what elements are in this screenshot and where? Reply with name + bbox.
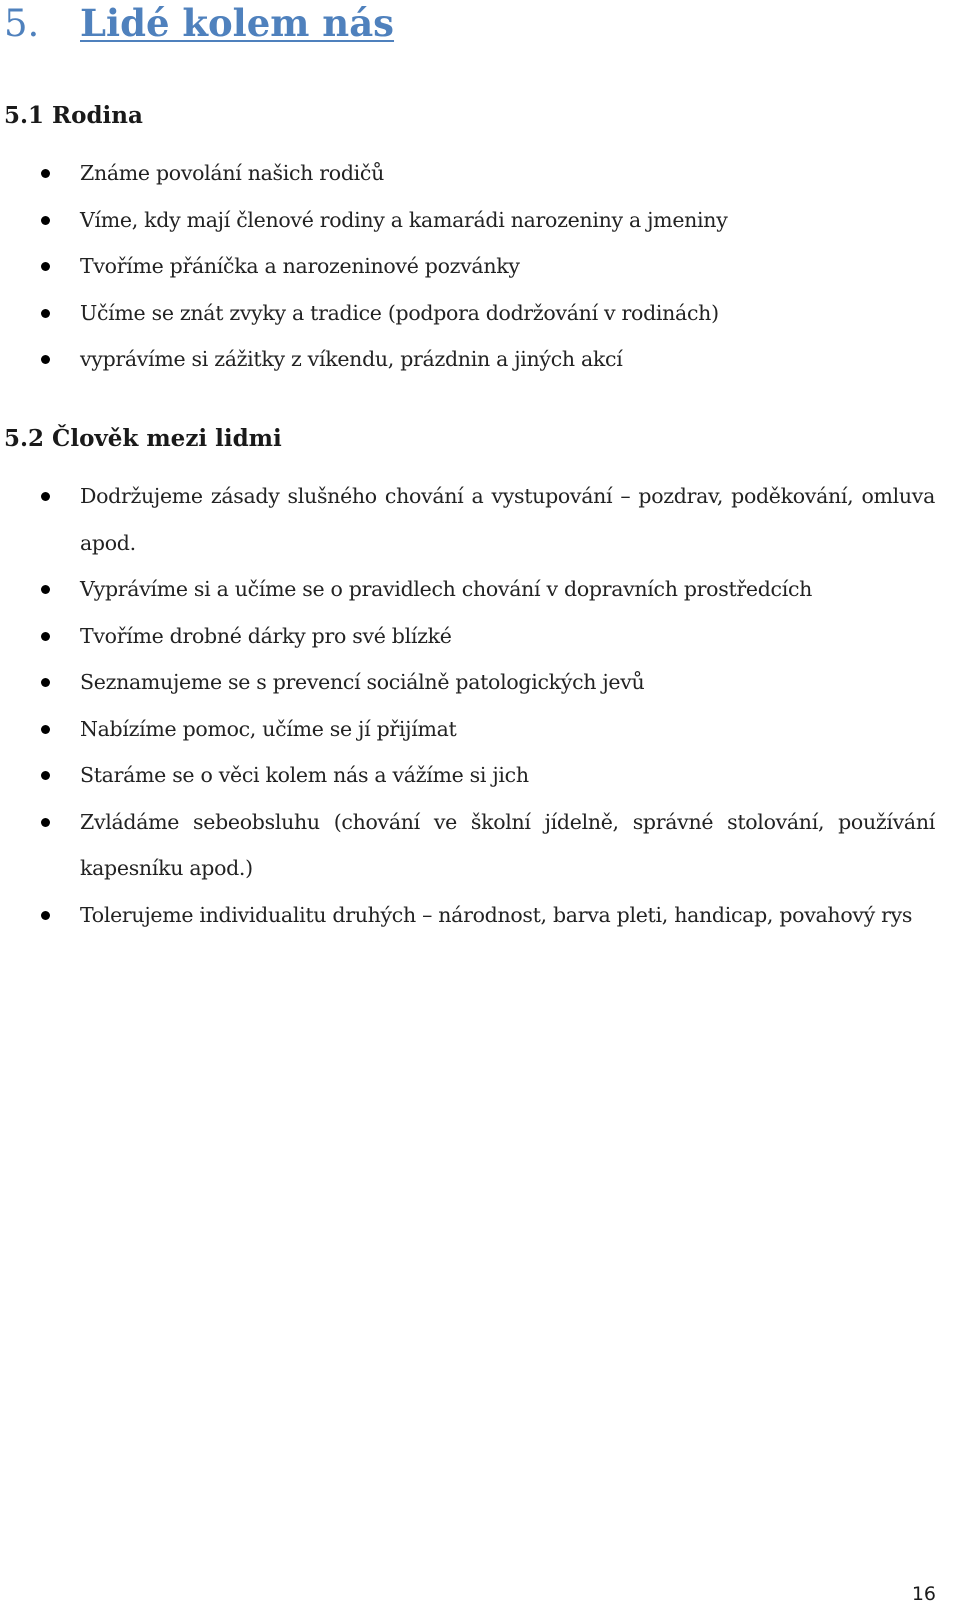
- list-item-text: Tolerujeme individualitu druhých – národnost, barva pleti, handicap, povahový rys: [80, 902, 913, 927]
- bullet-icon: [41, 355, 50, 364]
- list-item-text: Staráme se o věci kolem nás a vážíme si jich: [80, 763, 529, 787]
- bullet-icon: [41, 216, 50, 225]
- bullet-list: [0, 150, 960, 383]
- section-heading: 5.2 Člověk mezi lidmi: [4, 425, 282, 452]
- list-item: [80, 892, 935, 939]
- bullet-icon: [41, 911, 50, 920]
- bullet-icon: [41, 725, 50, 734]
- list-item: [80, 197, 935, 244]
- bullet-icon: [41, 262, 50, 271]
- list-item-text: Víme, kdy mají členové rodiny a kamarádi narozeniny a jmeniny: [80, 207, 728, 232]
- list-item-text: Nabízíme pomoc, učíme se jí přijímat: [80, 716, 457, 741]
- bullet-icon: [41, 169, 50, 178]
- list-item-text: Seznamujeme se s prevencí sociálně patologických jevů: [80, 670, 645, 694]
- list-item: [80, 706, 935, 753]
- section-rodina: [0, 101, 960, 383]
- list-item: [80, 752, 935, 799]
- bullet-icon: [41, 632, 50, 641]
- bullet-icon: [41, 818, 50, 827]
- bullet-icon: [41, 309, 50, 318]
- page-number: 16: [911, 1583, 936, 1605]
- list-item-text: Známe povolání našich rodičů: [80, 161, 385, 185]
- bullet-icon: [41, 492, 50, 501]
- list-item-text: Vyprávíme si a učíme se o pravidlech chování v dopravních prostředcích: [80, 577, 813, 601]
- list-item: [80, 566, 935, 613]
- list-item: [80, 473, 935, 566]
- list-item-text: Dodržujeme zásady slušného chování a vystupování – pozdrav, poděkování, omluva apod.: [80, 484, 935, 555]
- chapter-title[interactable]: Lidé kolem nás: [80, 1, 395, 45]
- list-item-text: Tvoříme přáníčka a narozeninové pozvánky: [80, 254, 520, 278]
- list-item-text: Učíme se znát zvyky a tradice (podpora dodržování v rodinách): [80, 300, 719, 325]
- chapter-number: 5.: [4, 2, 40, 45]
- bullet-icon: [41, 585, 50, 594]
- list-item: [80, 150, 935, 197]
- section-clovek-mezi-lidmi: [0, 424, 960, 938]
- list-item-text: Tvoříme drobné dárky pro své blízké: [80, 623, 452, 648]
- list-item: [80, 336, 935, 383]
- chapter-heading: [4, 0, 394, 47]
- list-item: [80, 243, 935, 290]
- list-item-text: Zvládáme sebeobsluhu (chování ve školní jídelně, správné stolování, používání kapesníku apod.): [80, 809, 935, 880]
- bullet-icon: [41, 771, 50, 780]
- bullet-icon: [41, 678, 50, 687]
- list-item: [80, 290, 935, 337]
- list-item: [80, 613, 935, 660]
- section-heading: 5.1 Rodina: [4, 102, 143, 129]
- list-item-text: vyprávíme si zážitky z víkendu, prázdnin a jiných akcí: [80, 347, 623, 371]
- list-item: [80, 659, 935, 706]
- bullet-list: [0, 473, 960, 938]
- list-item: [80, 799, 935, 892]
